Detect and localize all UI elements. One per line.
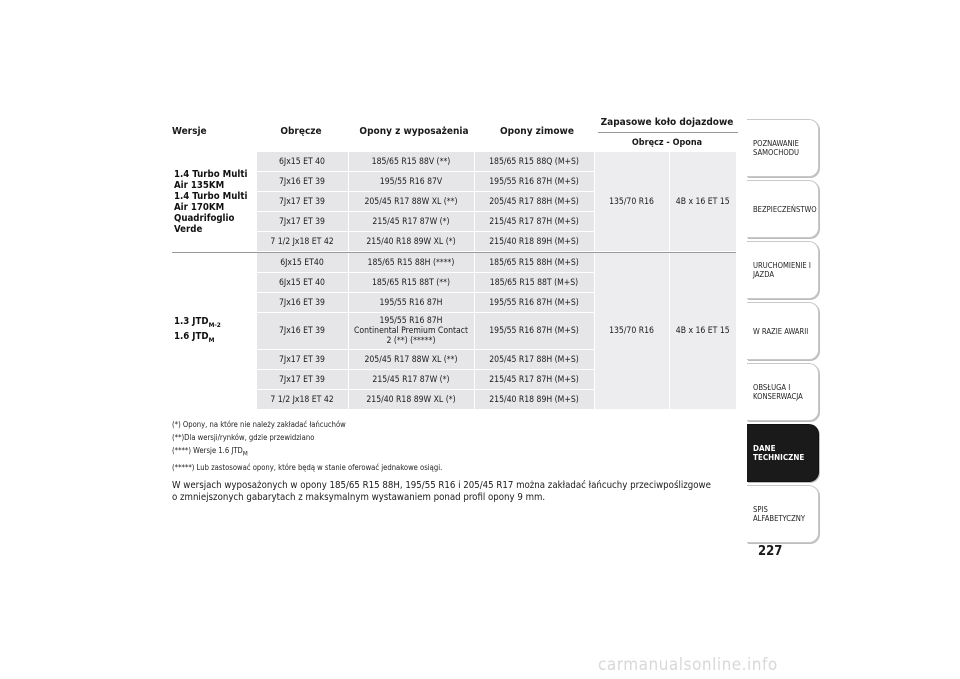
footnote-4: (*****) Lub zastosować opony, które będą w stanie oferować jednakowe osiągi. [172, 462, 443, 472]
rim-cell: 6Jx15 ET40 [256, 253, 348, 273]
tyre-line: 195/55 R16 87V [379, 176, 443, 187]
header-zapasowe-kolo: Zapasowe koło dojazdowe [600, 117, 734, 128]
version-line: 1.4 Turbo Multi [174, 168, 248, 180]
rim-cell: 7Jx17 ET 39 [256, 212, 348, 232]
tyre-line: 195/55 R16 87H [379, 297, 443, 308]
tyre-line: 185/65 R15 88V (**) [371, 156, 451, 167]
footnote-2: (**)Dla wersji/rynków, gdzie przewidziano [172, 433, 315, 442]
rim-cell: 7Jx16 ET 39 [256, 313, 348, 350]
winter-tyre-cell: 215/45 R17 87H (M+S) [474, 212, 594, 232]
tab-label: BEZPIECZEŃSTWO [753, 204, 817, 214]
tab-label: W RAZIE AWARII [753, 326, 809, 336]
header-opony-wyposazenia: Opony z wyposażenia [359, 126, 469, 137]
tyre-cell [348, 313, 474, 350]
tab-dane-techniczne[interactable] [747, 424, 819, 482]
tyre-cell [348, 172, 474, 192]
spare-tyre-cell: 135/70 R16 [594, 253, 669, 410]
tyre-cell [348, 273, 474, 293]
header-opony-zimowe: Opony zimowe [500, 126, 574, 137]
tyre-line: 215/45 R17 87W (*) [372, 374, 450, 385]
tyre-cell [348, 253, 474, 273]
version-cell [172, 253, 256, 410]
tyre-cell [348, 192, 474, 212]
chains-paragraph: W wersjach wyposażonych w opony 185/65 R15 88H, 195/55 R16 i 205/45 R17 można zakładać łańcuchy przeciwpoślizgowe o zmniejszonych gabarytach z maksymalnym wystawaniem ponad profil opony 9 mm. [172, 480, 711, 503]
rim-cell: 7Jx16 ET 39 [256, 293, 348, 313]
rim-cell: 7Jx17 ET 39 [256, 192, 348, 212]
tyre-line: 205/45 R17 88W XL (**) [364, 354, 458, 365]
tyre-cell [348, 370, 474, 390]
winter-tyre-cell: 205/45 R17 88H (M+S) [474, 350, 594, 370]
winter-tyre-cell: 195/55 R16 87H (M+S) [474, 313, 594, 350]
version-line: Quadrifoglio [174, 212, 235, 224]
table-row [172, 253, 736, 273]
tyre-line: 2 (**) (*****) [386, 336, 436, 346]
tyre-line: 185/65 R15 88H (****) [367, 257, 455, 268]
winter-tyre-cell: 205/45 R17 88H (M+S) [474, 192, 594, 212]
version-line: 1.6 $JTD_M$ [174, 331, 215, 344]
header-divider [598, 132, 738, 133]
rim-cell: 7Jx17 ET 39 [256, 350, 348, 370]
header-wersje: Wersje [172, 126, 207, 137]
table-row [172, 152, 736, 172]
header-obrecz-opona: Obręcz - Opona [631, 138, 703, 148]
tyre-cell [348, 293, 474, 313]
winter-tyre-cell: 215/40 R18 89H (M+S) [474, 232, 594, 252]
tab-w-razie-awarii[interactable] [747, 302, 819, 360]
tab-obsługa-i-konserwacja[interactable] [747, 363, 819, 421]
version-line: Air 170KM [174, 201, 225, 213]
tyre-line: 215/40 R18 89W XL (*) [366, 236, 456, 247]
tab-poznawanie-samochodu[interactable] [747, 119, 819, 177]
rim-cell: 6Jx15 ET 40 [256, 273, 348, 293]
tyre-line: 215/45 R17 87W (*) [372, 216, 450, 227]
version-line: 1.4 Turbo Multi [174, 190, 248, 202]
tab-spis-alfabetyczny[interactable] [747, 485, 819, 543]
footnote-1: (*) Opony, na które nie należy zakładać łańcuchów [172, 420, 346, 429]
footnote-3: (****) Wersje 1.6 $JTD_M$ [172, 446, 248, 458]
tyre-cell [348, 212, 474, 232]
tab-label: SPIS ALFABETYCZNY [753, 505, 806, 523]
tyre-cell [348, 232, 474, 252]
spare-tyre-cell: 135/70 R16 [594, 152, 669, 252]
winter-tyre-cell: 195/55 R16 87H (M+S) [474, 172, 594, 192]
tab-label: DANE TECHNICZNE [753, 444, 805, 462]
rim-cell: 7 1/2 Jx18 ET 42 [256, 390, 348, 410]
version-cell [172, 152, 256, 252]
tab-label: OBSŁUGA I KONSERWACJA [753, 383, 803, 401]
version-line: 1.3 $JTD_{M-2}$ [174, 316, 221, 329]
tyre-line: 215/40 R18 89W XL (*) [366, 394, 456, 405]
page-number: 227 [758, 544, 783, 559]
winter-tyre-cell: 215/45 R17 87H (M+S) [474, 370, 594, 390]
tyre-line: 205/45 R17 88W XL (**) [364, 196, 458, 207]
tab-bezpieczeństwo[interactable] [747, 180, 819, 238]
spare-rim-cell: 4B x 16 ET 15 [669, 253, 736, 410]
winter-tyre-cell: 195/55 R16 87H (M+S) [474, 293, 594, 313]
winter-tyre-cell: 185/65 R15 88T (M+S) [474, 273, 594, 293]
watermark: carmanualsonline.info [598, 655, 778, 675]
tyre-cell [348, 152, 474, 172]
version-line: Air 135KM [174, 179, 225, 191]
header-obrecze: Obręcze [280, 126, 322, 137]
spare-rim-cell: 4B x 16 ET 15 [669, 152, 736, 252]
rim-cell: 6Jx15 ET 40 [256, 152, 348, 172]
winter-tyre-cell: 185/65 R15 88Q (M+S) [474, 152, 594, 172]
rim-cell: 7Jx16 ET 39 [256, 172, 348, 192]
tyre-table-body [172, 152, 736, 410]
tyre-cell [348, 350, 474, 370]
rim-cell: 7 1/2 Jx18 ET 42 [256, 232, 348, 252]
version-line: Verde [174, 223, 203, 235]
tab-label: POZNAWANIE SAMOCHODU [753, 139, 799, 157]
footnotes [172, 418, 442, 474]
rim-cell: 7Jx17 ET 39 [256, 370, 348, 390]
tyre-line: 185/65 R15 88T (**) [371, 277, 451, 288]
winter-tyre-cell: 185/65 R15 88H (M+S) [474, 253, 594, 273]
tyre-line: Continental Premium Contact [353, 326, 469, 336]
winter-tyre-cell: 215/40 R18 89H (M+S) [474, 390, 594, 410]
tyre-table [172, 152, 736, 410]
tyre-cell [348, 390, 474, 410]
tab-uruchomienie-i-jazda[interactable] [747, 241, 819, 299]
tab-label: URUCHOMIENIE I JAZDA [753, 261, 811, 279]
tyre-line: 195/55 R16 87H [379, 316, 443, 326]
